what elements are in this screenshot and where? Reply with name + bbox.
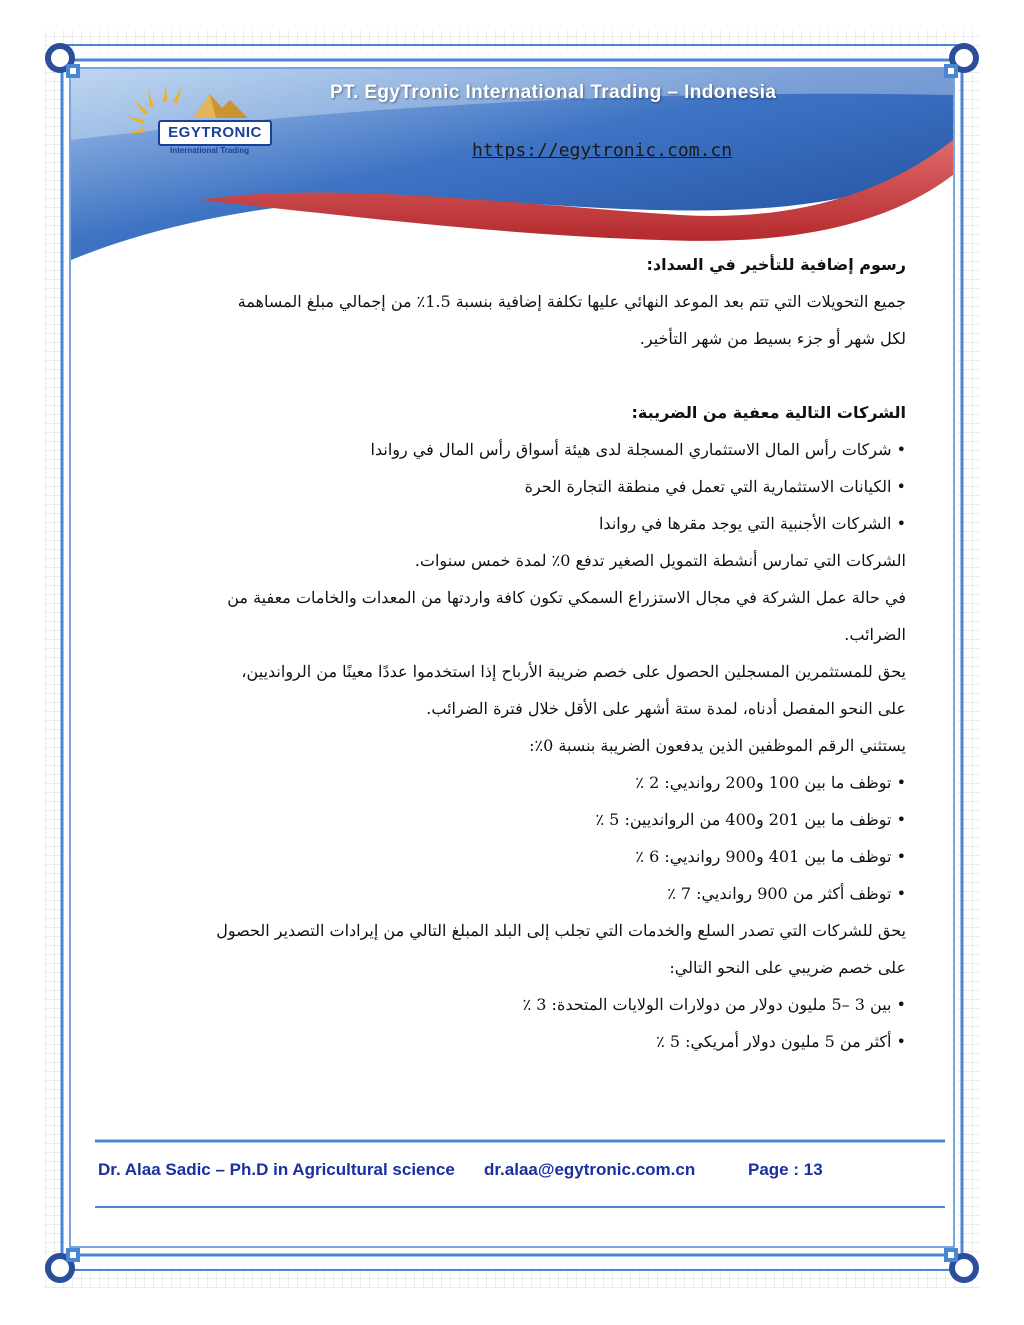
text-line: • توظف ما بين 100 و200 روانديي: 2 ٪	[635, 773, 906, 792]
text-line: يحق للشركات التي تصدر السلع والخدمات التي تجلب إلى البلد المبلغ التالي من إيرادات التصدير الحصول	[216, 921, 906, 940]
logo-subtitle: International Trading	[170, 146, 250, 155]
text-line: في حالة عمل الشركة في مجال الاستزراع السمكي تكون كافة واردتها من المعدات والخامات معفية من	[227, 588, 906, 607]
text-line: • بين 3 –5 مليون دولار من دولارات الولايات المتحدة: 3 ٪	[522, 995, 906, 1014]
company-logo	[118, 78, 288, 164]
text-line: • توظف ما بين 201 و400 من الروانديين: 5 ٪	[595, 810, 906, 829]
document-body	[120, 246, 906, 1060]
text-line: الشركات التالية معفية من الضريبة:	[631, 403, 906, 422]
text-line: الشركات التي تمارس أنشطة التمويل الصغير تدفع 0٪ لمدة خمس سنوات.	[414, 551, 906, 570]
text-line: • الكيانات الاستثمارية التي تعمل في منطقة التجارة الحرة	[524, 477, 906, 496]
text-line: على خصم ضريبي على النحو التالي:	[669, 958, 906, 977]
text-line: الضرائب.	[844, 625, 906, 644]
text-line: يستثني الرقم الموظفين الذين يدفعون الضريبة بنسبة 0٪:	[529, 736, 906, 755]
corner-ornament-bottom-right	[944, 1248, 984, 1288]
logo-wordmark: EGYTRONIC	[158, 120, 272, 146]
corner-ornament-top-right	[944, 38, 984, 78]
text-line	[120, 357, 906, 394]
text-line: • توظف ما بين 401 و900 روانديي: 6 ٪	[635, 847, 906, 866]
text-line: رسوم إضافية للتأخير في السداد:	[646, 255, 906, 274]
text-line: على النحو المفصل أدناه، لمدة ستة أشهر على الأقل خلال فترة الضرائب.	[426, 699, 906, 718]
corner-ornament-top-left	[40, 38, 80, 78]
text-line: يحق للمستثمرين المسجلين الحصول على خصم ضريبة الأرباح إذا استخدموا عددًا معينًا من الروانديين،	[241, 662, 906, 681]
company-website-link[interactable]: https://egytronic.com.cn	[472, 140, 733, 161]
text-line: • الشركات الأجنبية التي يوجد مقرها في رواندا	[598, 514, 906, 533]
corner-ornament-bottom-left	[40, 1248, 80, 1288]
text-line: • أكثر من 5 مليون دولار أمريكي: 5 ٪	[656, 1032, 906, 1051]
text-line: لكل شهر أو جزء بسيط من شهر التأخير.	[639, 329, 906, 348]
company-title: PT. EgyTronic International Trading – Indonesia	[330, 82, 777, 103]
text-line: • شركات رأس المال الاستثماري المسجلة لدى هيئة أسواق رأس المال في رواندا	[370, 440, 906, 459]
footer-page-number: Page : 13	[748, 1160, 823, 1179]
footer-author: Dr. Alaa Sadic – Ph.D in Agricultural science	[98, 1160, 455, 1179]
footer-email[interactable]: dr.alaa@egytronic.com.cn	[484, 1160, 696, 1179]
text-line: • توظف أكثر من 900 روانديي: 7 ٪	[667, 884, 906, 903]
text-line: جميع التحويلات التي تتم بعد الموعد النهائي عليها تكلفة إضافية بنسبة 1.5٪ من إجمالي مبلغ المساهمة	[237, 292, 906, 311]
